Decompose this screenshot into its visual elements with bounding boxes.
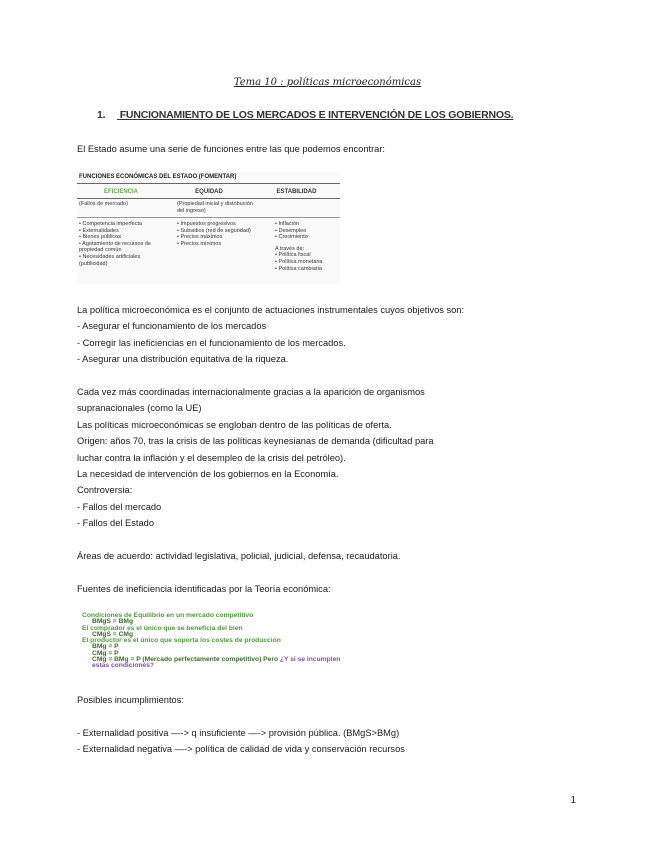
table-list-item: • Precios mínimos (177, 241, 253, 248)
equilibrium-line: CMgS = CMg (92, 630, 134, 638)
equilibrium-conditions-image (82, 613, 422, 683)
equilibrium-line: BMgS = BMg (92, 618, 134, 626)
text-line: supranacionales (como la UE) (77, 403, 202, 414)
table-top-rule (77, 183, 340, 184)
text-line: Áreas de acuerdo: actividad legislativa, policial, judicial, defensa, recaudatoria. (77, 550, 401, 561)
text-line: Fuentes de ineficiencia identificadas por la Teoría económica: (77, 583, 331, 594)
text-line: Posibles incumplimientos: (77, 695, 184, 705)
table-list-item: • Bienes públicos (79, 234, 165, 241)
table-body-rule (77, 217, 340, 218)
equilibrium-question-cont: estas condiciones? (92, 662, 155, 670)
table-list-item: • Política cambiaria (275, 266, 339, 273)
body-text (77, 302, 464, 597)
text-line (77, 708, 405, 724)
equilibrium-line: CMg = P (92, 649, 119, 657)
text-line: luchar contra la inflación y el desempleo de la crisis del petróleo). (77, 452, 346, 463)
table-list-item: • Precios máximos (177, 234, 253, 241)
text-line: La necesidad de intervención de los gobiernos en la Economía. (77, 468, 339, 479)
section-number: 1. (97, 109, 106, 121)
text-line (77, 564, 464, 580)
table-list-item: • Desempleo (275, 228, 339, 235)
table-list-item: • Política monetaria (275, 259, 339, 266)
text-line: - Asegurar el funcionamiento de los mercados (77, 321, 267, 332)
text-line: La política microeconómica es el conjunto de actuaciones instrumentales cuyos objetivos son: (77, 305, 465, 315)
text-line: Controversia: (77, 485, 133, 496)
table-col-estabilidad: ESTABILIDAD (276, 189, 317, 195)
table-col-eficiencia: EFICIENCIA (103, 189, 138, 195)
table-subhead-1: (Fallos de mercado) (79, 201, 128, 207)
equilibrium-question: ¿Y si se incumplen (279, 656, 341, 664)
text-line: - Externalidad negativa —-> política de calidad de vida y conservación recursos (77, 744, 405, 755)
text-line: - Fallos del mercado (77, 501, 162, 512)
equilibrium-line: BMg = P (92, 643, 119, 651)
table-col3-list (275, 221, 339, 272)
table-col2-list (177, 221, 253, 247)
section-heading (97, 109, 513, 121)
text-line: - Corregir las ineficiencias en el funcionamiento de los mercados. (77, 337, 346, 348)
table-list-item: • Política fiscal (275, 252, 339, 259)
equilibrium-line: El comprador es el único que se beneficia del bien (82, 624, 243, 632)
text-line: - Asegurar una distribución equitativa de la riqueza. (77, 354, 289, 365)
text-line: - Externalidad positiva —-> q insuficiente —-> provisión pública. (BMgS>BMg) (77, 727, 400, 738)
table-list-item: • Inflación (275, 221, 339, 228)
table-header-rule (77, 198, 340, 199)
table-subhead-2: (Propiedad inicial y distribución del ingreso) (177, 201, 253, 214)
equilibrium-heading: Condiciones de Equilibrio en un mercado competitivo (82, 612, 254, 619)
text-line (77, 368, 464, 384)
intro-paragraph: El Estado asume una serie de funciones entre las que podemos encontrar: (77, 144, 386, 154)
document-title: Tema 10 : políticas microeconómicas (233, 77, 422, 88)
section-title: FUNCIONAMIENTO DE LOS MERCADOS E INTERVENCIÓN DE LOS GOBIERNOS. (119, 109, 514, 121)
table-list-item: • Agotamiento de recursos de propiedad común (79, 241, 165, 254)
text-line: - Fallos del Estado (77, 518, 154, 529)
table-col-equidad: EQUIDAD (195, 189, 223, 195)
text-line (77, 531, 464, 547)
table-list-item: • Impuestos progresivos (177, 221, 253, 228)
table-col1-list (79, 221, 165, 267)
table-list-item: • Competencia imperfecta (79, 221, 165, 228)
equilibrium-last-a: CMg = BMg = P (Mercado perfectamente competitivo) Pero (92, 656, 280, 664)
text-line: Origen: años 70, tras la crisis de las políticas keynesianas de demanda (dificultad para (77, 436, 434, 447)
text-line: Cada vez más coordinadas internacionalmente gracias a la aparición de organismos (77, 386, 425, 397)
table-list-item: • Crecimiento (275, 234, 339, 241)
equilibrium-line: El productor es el único que soporta los costes de producción (82, 637, 281, 645)
functions-table (77, 172, 340, 284)
table-list-item: • Externalidades (79, 228, 165, 235)
table-list-item: • Necesidades artificiales (publicidad) (79, 254, 165, 267)
table-via-label: A través de: (275, 245, 305, 252)
page-number: 1 (570, 795, 576, 806)
table-list-item: • Subsidios (red de seguridad) (177, 228, 253, 235)
text-line: Las políticas microeconómicas se engloban dentro de las políticas de oferta. (77, 419, 392, 430)
closing-text (77, 692, 405, 758)
table-title: FUNCIONES ECONÓMICAS DEL ESTADO (FOMENTAR) (79, 174, 237, 180)
